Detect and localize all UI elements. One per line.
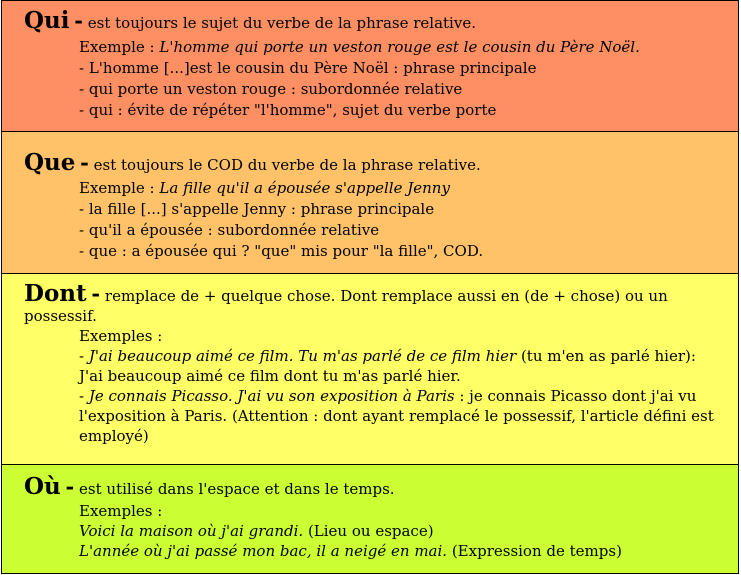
que-example — [79, 178, 450, 198]
que-example-label: Exemple : — [79, 179, 160, 197]
que-example-text: La fille qu'il a épousée s'appelle Jenny — [159, 179, 450, 197]
que-line-3: - que : a épousée qui ? "que" mis pour "la fille", COD. — [79, 242, 484, 260]
qui-example-label: Exemple : — [79, 38, 160, 56]
ou-section — [1, 464, 739, 574]
ou-example-1-italic: Voici la maison où j'ai grandi. — [79, 522, 304, 540]
dont-example-2 — [79, 386, 719, 446]
qui-description: est toujours le sujet du verbe de la phrase relative. — [83, 14, 476, 32]
dont-dash: - — [91, 281, 101, 306]
qui-heading — [24, 7, 476, 34]
dont-section — [1, 273, 739, 465]
dont-example-2-rest: : je connais Picasso dont j'ai vu l'exposition à Paris. (Attention : dont ayant remplacé le possessif, l'article défini est employé) — [79, 387, 714, 445]
que-keyword: Que — [24, 149, 76, 176]
qui-line-1: - L'homme [...]est le cousin du Père Noël : phrase principale — [79, 59, 537, 77]
dont-example-1-rest: (tu m'en as parlé hier): J'ai beaucoup aimé ce film dont tu m'as parlé hier. — [79, 347, 696, 385]
ou-example-2-italic: L'année où j'ai passé mon bac, il a neigé en mai. — [79, 542, 448, 560]
dont-example-1 — [79, 346, 719, 386]
qui-example-text: L'homme qui porte un veston rouge est le cousin du Père Noël. — [159, 38, 640, 56]
ou-example-1 — [79, 521, 434, 541]
ou-keyword: Où — [24, 473, 61, 500]
qui-section — [1, 0, 739, 132]
que-line-2: - qu'il a épousée : subordonnée relative — [79, 221, 380, 239]
ou-example-2 — [79, 541, 622, 561]
qui-keyword: Qui — [24, 7, 70, 34]
dont-example-2-italic: - Je connais Picasso. J'ai vu son exposition à Paris — [79, 387, 455, 405]
ou-examples-label: Exemples : — [79, 502, 163, 520]
que-heading — [24, 149, 481, 176]
dont-heading — [24, 280, 719, 326]
ou-example-2-rest: (Expression de temps) — [447, 542, 622, 560]
qui-line-2: - qui porte un veston rouge : subordonnée relative — [79, 80, 463, 98]
ou-example-1-rest: (Lieu ou espace) — [303, 522, 434, 540]
dont-examples-label: Exemples : — [79, 327, 163, 345]
dont-example-1-italic: - J'ai beaucoup aimé ce film. Tu m'as parlé de ce film hier — [79, 347, 517, 365]
dont-keyword: Dont — [24, 280, 87, 307]
qui-example — [79, 37, 640, 57]
dont-description: remplace de + quelque chose. Dont remplace aussi en (de + chose) ou un possessif. — [24, 287, 668, 325]
que-dash: - — [80, 150, 89, 175]
dont-content — [24, 280, 719, 446]
ou-dash: - — [65, 474, 75, 499]
que-line-1: - la fille [...] s'appelle Jenny : phrase principale — [79, 200, 435, 218]
qui-line-3: - qui : évite de répéter "l'homme", sujet du verbe porte — [79, 101, 497, 119]
ou-heading — [24, 473, 395, 500]
que-description: est toujours le COD du verbe de la phrase relative. — [88, 156, 481, 174]
que-section — [1, 131, 739, 274]
qui-dash: - — [74, 8, 83, 33]
ou-description: est utilisé dans l'espace et dans le temps. — [74, 480, 395, 498]
